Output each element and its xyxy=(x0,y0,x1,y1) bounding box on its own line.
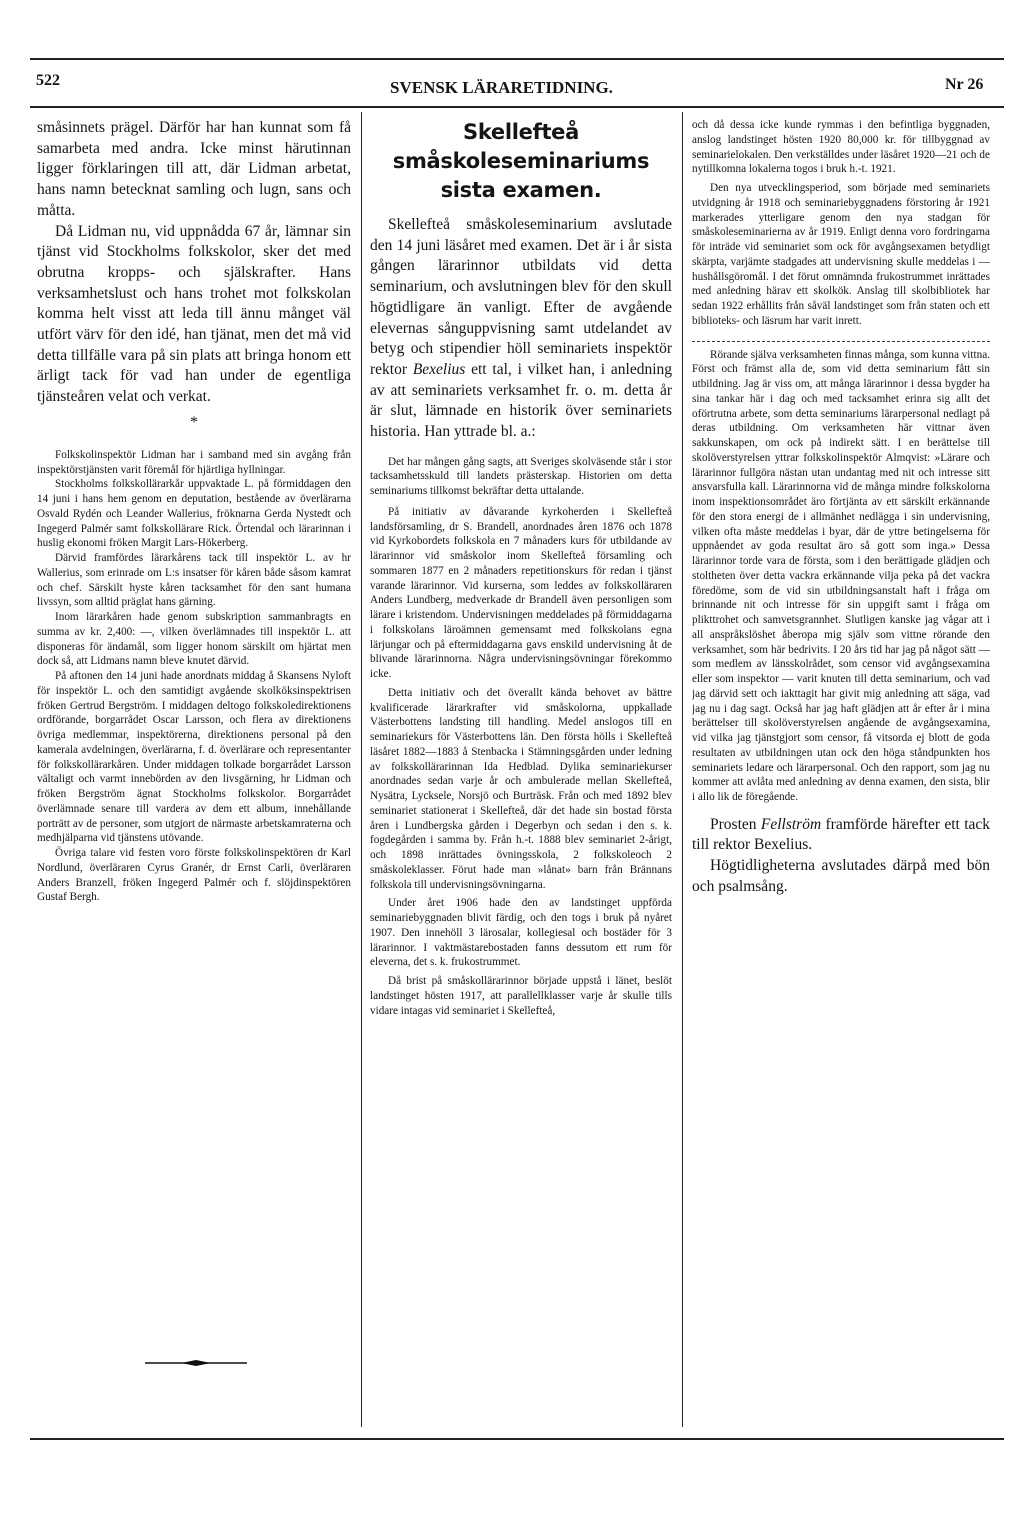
notice-paragraph-3: Därvid framfördes lärarkårens tack till inspektör L. av hr Wallerius, som erinrade om L:s insatser för kåren både såsom kamrat och chef. Särskilt hyste kåren tacksamhet för den sant humana livssyn, som alltid präglat hans gärning. xyxy=(37,552,351,609)
notice-paragraph-1: Folkskolinspektör Lidman har i samband med sin avgång från inspektörstjänsten varit föremål för hjärtliga hyllningar. xyxy=(37,448,351,476)
lead-text-a: Skellefteå småskoleseminarium avslutade den 14 juni läsåret med examen. Det är i år sista gången lärarinnor utbildats vid detta seminarium, och avslutningen blev för den skull högtidligare än vanligt. Efter de avgående elevernas sånguppvisning samt utdelandet av betyg och stipendier höll seminariets inspektör rektor xyxy=(370,216,672,378)
history-paragraph-5: Då brist på småskollärarinnor började uppstå i länet, beslöt landstinget hösten 1917, att parallellklasser varje år skulle tills vidare intagas vid seminariet i Skellefteå, xyxy=(370,975,672,1017)
article-title: Skellefteå småskoleseminariums sista examen. xyxy=(392,120,650,202)
lidman-paragraph-2: Då Lidman nu, vid uppnådda 67 år, lämnar sin tjänst vid Stockholms folkskolor, sker det med obrutna kropps- och själskrafter. Hans verksamhetslust och hans trohet mot folkskolan komma helt visst att leda till ännu månget väl utfört värv för den idé, han tjänat, men det må vid detta tillfälle vara på sin plats att bringa honom ett ärligt tack för vad han under de egentliga tjänsteåren velat och verkat. xyxy=(37,222,351,406)
column-left xyxy=(37,118,351,1428)
history-paragraph-2: På initiativ av dåvarande kyrkoherden i Skellefteå landsförsamling, dr S. Brandell, anordnades åren 1876 och 1878 vid Kyrkobordets folkskola en 7 månaders kurs för utbildande av lärarinnor vid småskolor inom Skellefteå församling och sommaren 1877 en 2 månaders repetitionskurs för redan i tjänst varande lärarinnor. Vid kurserna, som leddes av folkskolläraren Anders Lundberg, medverkade dr Brandell även personligen som lärare i kristendom. Undervisningen meddelades på förmiddagarna i folkskolans läroämnen gemensamt med folkskolans egna lärjungar och på eftermiddagarna gavs enskild undervisning åt de blivande lärarinnorna. Några undervisningsövningar förekommo icke. xyxy=(370,505,672,681)
column-separator-right xyxy=(682,112,683,1427)
closing-paragraph-2: Högtidligheterna avslutades därpå med bön och psalmsång. xyxy=(692,857,990,895)
history-paragraph-1: Det har mången gång sagts, att Sveriges skolväsende står i stor tacksamhetsskuld till landets prästerskap. Historien om detta seminariums tillkomst bekräftar detta uttalande. xyxy=(370,455,672,498)
column-middle xyxy=(370,118,672,1428)
section-star: * xyxy=(190,413,198,431)
top-rule xyxy=(30,58,1004,60)
journal-title: SVENSK LÄRARETIDNING. xyxy=(390,78,613,97)
notice-paragraph-2: Stockholms folkskollärarkår uppvaktade L. på förmiddagen den 14 juni i hans hem genom en deputation, bestående av överlärarna Osvald Rydén och Leander Wallerius, fröknarna Gerda Nystedt och Ingegerd Palmér samt folkskollärare Rick. Örtendal och lärarinnan i huslig ekonomi fröken Margit Lars-Hökerberg. xyxy=(37,478,351,550)
notice-paragraph-4: Inom lärarkåren hade genom subskription sammanbragts en summa av kr. 2,400: —, vilken överlämnades till inspektör L. att disponeras för ändamål, som ligger honom särskilt om hjärtat men dock så, att Lidmans namn bleve knutet därvid. xyxy=(37,611,351,668)
continued-paragraph-3: Rörande själva verksamheten finnas många, som kunna vittna. Först och främst alla de, som vid detta seminarium fått sin utbildning. Jag är viss om, att många lärarinnor i dessa bygder ha sina tankar här i dag och med tacksamhet erinra sig allt det oförtrutna arbete, som detta seminariums lärarpersonal nedlagt på deras utbildning. Om verksamheten här vittnar även sakkunskapen, om ock på indirekt sätt. I en berättelse till skolöverstyrelsen yttrar folkskolinspektör Almqvist: »Lärare och lärarinnor fullgöra nästan utan undantag med nit och intresse sitt ansvarsfulla kall. Lärarinnorna vid de många mindre folkskolorna inom inspektionsområdet äro förtjänta av ett särskilt erkännande för den stora energi de i allmänhet nedlägga i sin undervisning, vilken ofta måste meddelas i byar, där de yttre betingelserna för uppnåendet av goda resultat äro så gott som inga.» Dessa lärarinnor torde vara de första, som i den berättigade glädjen och stoltheten över detta vackra erkännande vilja peka på det vackra föredöme, som de vid sin utbildningsanstalt haft i fråga om brinnande nit och intresse för sin uppgift samt i fråga om plikttrohet och samvetsgrannhet. Slutligen kanske jag vågar att i all anspråkslöshet åberopa mig själv som vittne rörande den verksamhet, som här bedrivits. I 20 års tid har jag på något sätt — som medlem av länsskolrådet, som censor vid avgångsexamina eller som inspektor — varit knuten till detta seminarium, och vad jag därvid sett och iakttagit har givit mig anledning att säga, vad jag nu i dag sagt. Också har jag haft glädjen att år efter år i mina berättelser till skolöverstyrelsen angående de avgångsexamina, vid vilka jag tjänstgjort som censor, få vitsorda ej blott de goda resultaten av utbildningen utan ock den höga ståndpunkten hos seminariets ledare och lärarpersonal. Och den rapport, som jag nu kommer att avlåta med anledning av denna examen, den sista, blir i allo lik de föregående. xyxy=(692,348,990,803)
bottom-rule xyxy=(30,1438,1004,1440)
header-rule xyxy=(30,106,1004,108)
history-paragraph-3: Detta initiativ och det överallt kända behovet av bättre kvalificerade lärarkrafter vid småskolorna, uppkallade Västerbottens landsting till handling. Medel anslogos till en seminariekurs för Västerbottens län. Den första hölls i Skellefteå läsåret 1882—1883 å Stenbacka i Stämningsgården under ledning av folkskollärarinnan Ida Hedblad. Dylika seminariekurser anordnades sedan varje år och ambulerade mellan Skellefteå, Nysätra, Lycksele, Norsjö och Burträsk. Från och med 1892 blev seminariet stationerat i Skellefteå, där det hade sin bostad första åren i Lundbergska gården i Degerbyn och sedan i den s. k. fogdegården i samma by. Från h.-t. 1888 blev seminariet 2-årigt, och 1898 inrättades övningsskola, 2 folkskoleoch 2 småskoleklasser. Förut hade man »lånat» barn från Brännans folkskola till undervisningsövningarna. xyxy=(370,686,672,891)
dashed-separator xyxy=(692,341,990,342)
lidman-paragraph-1: småsinnets prägel. Därför har han kunnat som få samarbeta med andra. Icke minst härutinnan ligger förklaringen till att, där Lidman arbetat, hans namn betecknat samling och lugn, sans och måtta. xyxy=(37,119,351,219)
closing-name: Fellström xyxy=(760,815,822,833)
lead-text-b: ett tal, i vilket han, i anledning av att seminariets verksamhet fr. o. m. detta år är slut, lämnade en historik över seminariets historia. Han yttrade bl. a.: xyxy=(370,360,672,441)
notice-paragraph-5: På aftonen den 14 juni hade anordnats middag å Skansens Nyloft för inspektör L. och den samtidigt avgående skolköksinspektrisen fröken Gertrud Bergström. I middagen deltogo folkskoledirektionens ordförande, borgarrådet Oscar Larsson, och flera av direktionens övriga medlemmar, inspektörerna, direktionens personal på den kamerala avdelningen, överlärarna, f. d. överlärare och representanter för folkskollärarkåren. Under middagen tolkade borgarrådet Larsson vältaligt och varmt innebörden av den livsgärning, hr Lidman och fröken Bergström ägnat Stockholms folkskolor. Borgarrådet överlämnade senare till vardera av dem ett album, innehållande porträtt av de personer, som utgjort de närmaste arbetskamraterna och medhjälparna vid tjänstens utövande. xyxy=(37,670,351,845)
closing-paragraph-1 xyxy=(692,815,990,856)
closing-text-b: framförde härefter ett tack till rektor Bexelius. xyxy=(692,815,990,854)
article-lead xyxy=(370,215,672,443)
closing-text-a: Prosten xyxy=(710,815,757,833)
page-number: 522 xyxy=(36,72,60,89)
column-separator-left xyxy=(361,112,362,1427)
lead-name: Bexelius xyxy=(412,360,466,378)
continued-paragraph-1: och då dessa icke kunde rymmas i den befintliga byggnaden, anslog landstinget hösten 1920 80,000 kr. för tillbyggnad av seminarielokalen. Den verkställdes under läsåret 1920—21 och de nytillkomna lokalerna togos i bruk h.-t. 1921. xyxy=(692,119,990,176)
issue-number: Nr 26 xyxy=(945,76,984,93)
continued-paragraph-2: Den nya utvecklingsperiod, som började med seminariets utvidgning år 1918 och seminariebyggnadens förstoring år 1921 markerades ytterligare genom den nya stadgan för småskoleseminarierna av år 1919. Enligt denna voro fordringarna för inträde vid seminariet som ock för avgångsexamen betydligt skärpta, varjämte stadgades att undervisning skulle meddelas i — hushållsgöromål. I det förut omnämnda frukostrummet inrättades med anledning härav ett skolkök. Anslag till skolbibliotek har sedan 1922 erhållits från såväl landstinget som från staten och ett biblioteks- och läsrum har varit inrett. xyxy=(692,182,990,327)
history-paragraph-4: Under året 1906 hade den av landstinget uppförda seminariebyggnaden blivit färdig, och den togs i bruk på nyåret 1907. Den innehöll 3 lärosalar, kollegiesal och bostäder för 3 lärarinnor. I vaktmästarebostaden fanns dessutom ett rum för eleverna, det s. k. frukostrummet. xyxy=(370,897,672,969)
end-ornament xyxy=(145,1360,247,1366)
notice-paragraph-6: Övriga talare vid festen voro förste folkskolinspektören dr Karl Nordlund, överläraren Cyrus Granér, dr Ernst Carli, överläraren Anders Branzell, fröken Ingegerd Palmér och f. slöjdinspektören Gustaf Bergh. xyxy=(37,847,351,904)
column-right xyxy=(692,118,990,1428)
